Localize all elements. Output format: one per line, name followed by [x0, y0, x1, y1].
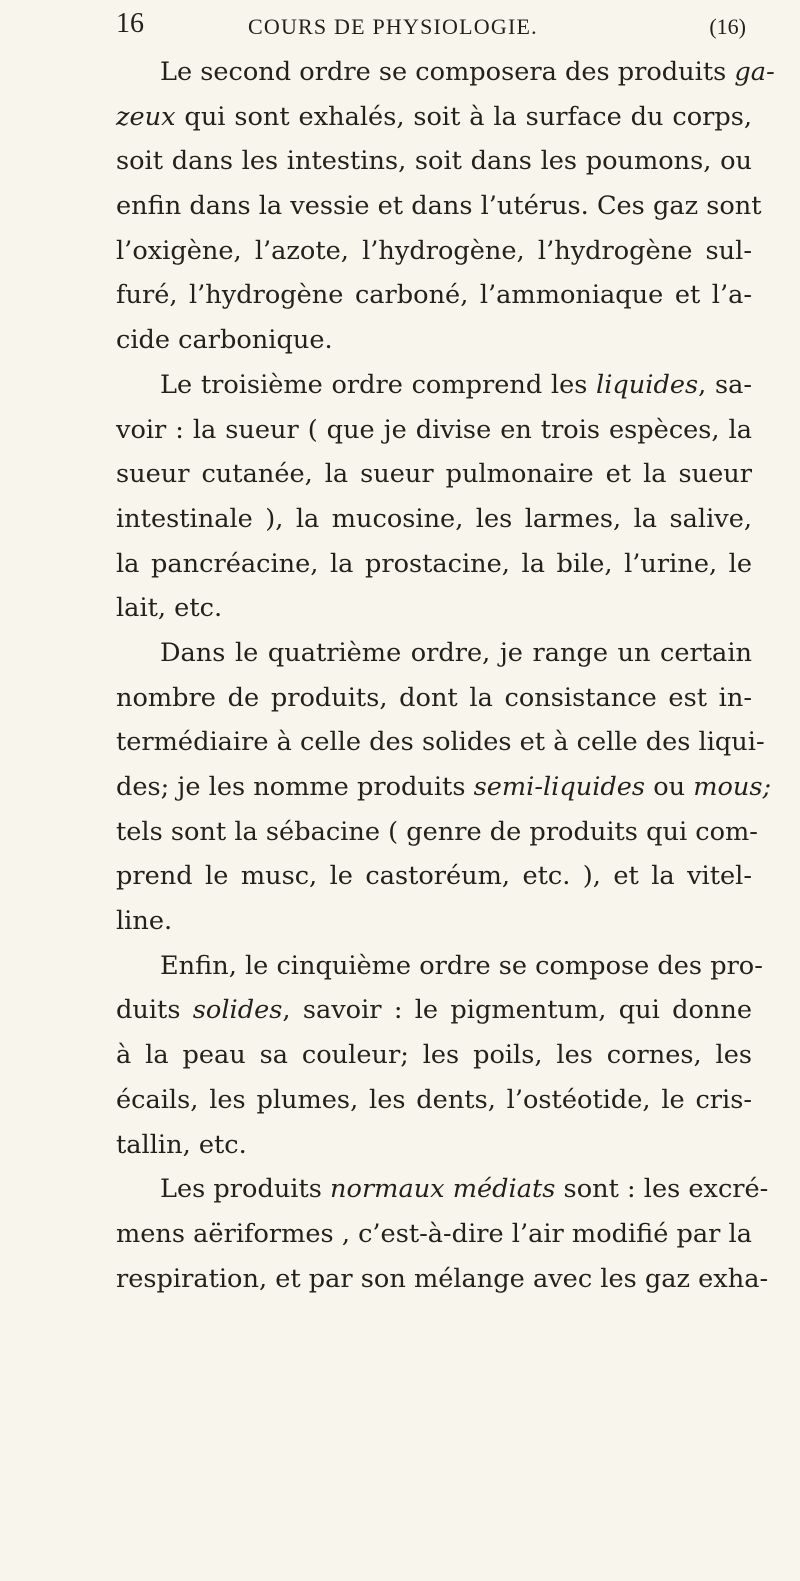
text-run: cide carbonique.: [116, 325, 333, 356]
text-run: tallin, etc.: [116, 1129, 247, 1160]
text-line: [116, 273, 752, 318]
text-line: [116, 988, 752, 1033]
text-run: , sa-: [698, 369, 752, 400]
text-run: à la peau sa couleur; les poils, les cornes, les: [116, 1040, 752, 1071]
text-line: [116, 586, 752, 631]
text-line: [116, 1167, 769, 1212]
text-run: respiration, et par son mélange avec les gaz exha-: [116, 1263, 769, 1294]
text-run: enfin dans la vessie et dans l’utérus. Ces gaz sont: [116, 191, 762, 222]
text-line: [116, 631, 752, 676]
text-line: [116, 542, 752, 587]
text-run: ou: [645, 772, 694, 802]
text-run: nombre de produits, dont la consistance est in-: [116, 682, 752, 713]
text-run: la pancréacine, la prostacine, la bile, l’urine, le: [116, 548, 752, 579]
text-run: intestinale ), la mucosine, les larmes, la salive,: [116, 503, 752, 534]
text-line: [116, 1257, 769, 1302]
text-line: [116, 452, 752, 497]
text-line: [116, 1123, 752, 1168]
text-run: sont : les excré-: [555, 1174, 769, 1205]
signature-mark: (16): [709, 14, 746, 39]
text-run: duits: [116, 995, 193, 1026]
text-run: écails, les plumes, les dents, l’ostéotide, le cris-: [116, 1084, 752, 1115]
text-run: soit dans les intestins, soit dans les poumons, ou: [116, 146, 752, 177]
text-run: Le second ordre se composera des produits: [160, 57, 735, 87]
text-run: lait, etc.: [116, 593, 223, 624]
italic-run: normaux médiats: [330, 1174, 556, 1205]
text-line: [116, 676, 752, 721]
text-line: [116, 229, 752, 274]
text-line: [116, 1078, 752, 1123]
text-run: tels sont la sébacine ( genre de produits qui com-: [116, 816, 758, 847]
text-line: [116, 184, 762, 229]
text-line: [116, 318, 752, 363]
text-line: [116, 363, 752, 408]
text-line: [116, 1033, 752, 1078]
text-line: [116, 408, 752, 453]
body-text: [116, 50, 775, 1301]
italic-run: ga-: [734, 57, 775, 87]
text-run: sueur cutanée, la sueur pulmonaire et la sueur: [116, 459, 752, 490]
text-line: [116, 765, 772, 810]
text-run: qui sont exhalés, soit à la surface du corps,: [175, 101, 752, 132]
text-line: [116, 1212, 752, 1257]
text-line: [116, 854, 752, 899]
page-number: 16: [116, 8, 144, 39]
text-run: furé, l’hydrogène carboné, l’ammoniaque et l’a-: [116, 280, 752, 311]
text-line: [116, 497, 752, 542]
text-line: [116, 944, 763, 989]
text-run: Enfin, le cinquième ordre se compose des pro-: [160, 950, 763, 981]
text-run: Dans le quatrième ordre, je range un certain: [160, 637, 752, 668]
text-run: voir : la sueur ( que je divise en trois espèces, la: [116, 414, 752, 445]
text-run: line.: [116, 906, 173, 937]
text-run: des; je les nomme produits: [116, 772, 474, 802]
text-line: [116, 95, 752, 140]
text-run: prend le musc, le castoréum, etc. ), et la vitel-: [116, 861, 752, 892]
text-line: [116, 720, 765, 765]
text-run: Le troisième ordre comprend les: [160, 369, 597, 400]
italic-run: zeux: [116, 101, 176, 132]
text-run: mens aëriformes , c’est-à-dire l’air modifié par la: [116, 1218, 752, 1249]
italic-run: solides: [192, 995, 283, 1026]
text-run: , savoir : le pigmentum, qui donne: [282, 995, 752, 1026]
running-title: COURS DE PHYSIOLOGIE.: [248, 14, 538, 39]
text-run: l’oxigène, l’azote, l’hydrogène, l’hydrogène sul-: [116, 235, 752, 266]
running-head: [116, 6, 746, 42]
text-run: Les produits: [160, 1174, 331, 1205]
italic-run: semi-liquides: [473, 772, 646, 802]
text-line: [116, 50, 775, 95]
text-run: termédiaire à celle des solides et à celle des liqui-: [116, 727, 765, 758]
text-line: [116, 139, 752, 184]
text-line: [116, 899, 752, 944]
italic-run: liquides: [596, 369, 699, 400]
italic-run: mous;: [693, 772, 772, 802]
text-line: [116, 810, 758, 855]
